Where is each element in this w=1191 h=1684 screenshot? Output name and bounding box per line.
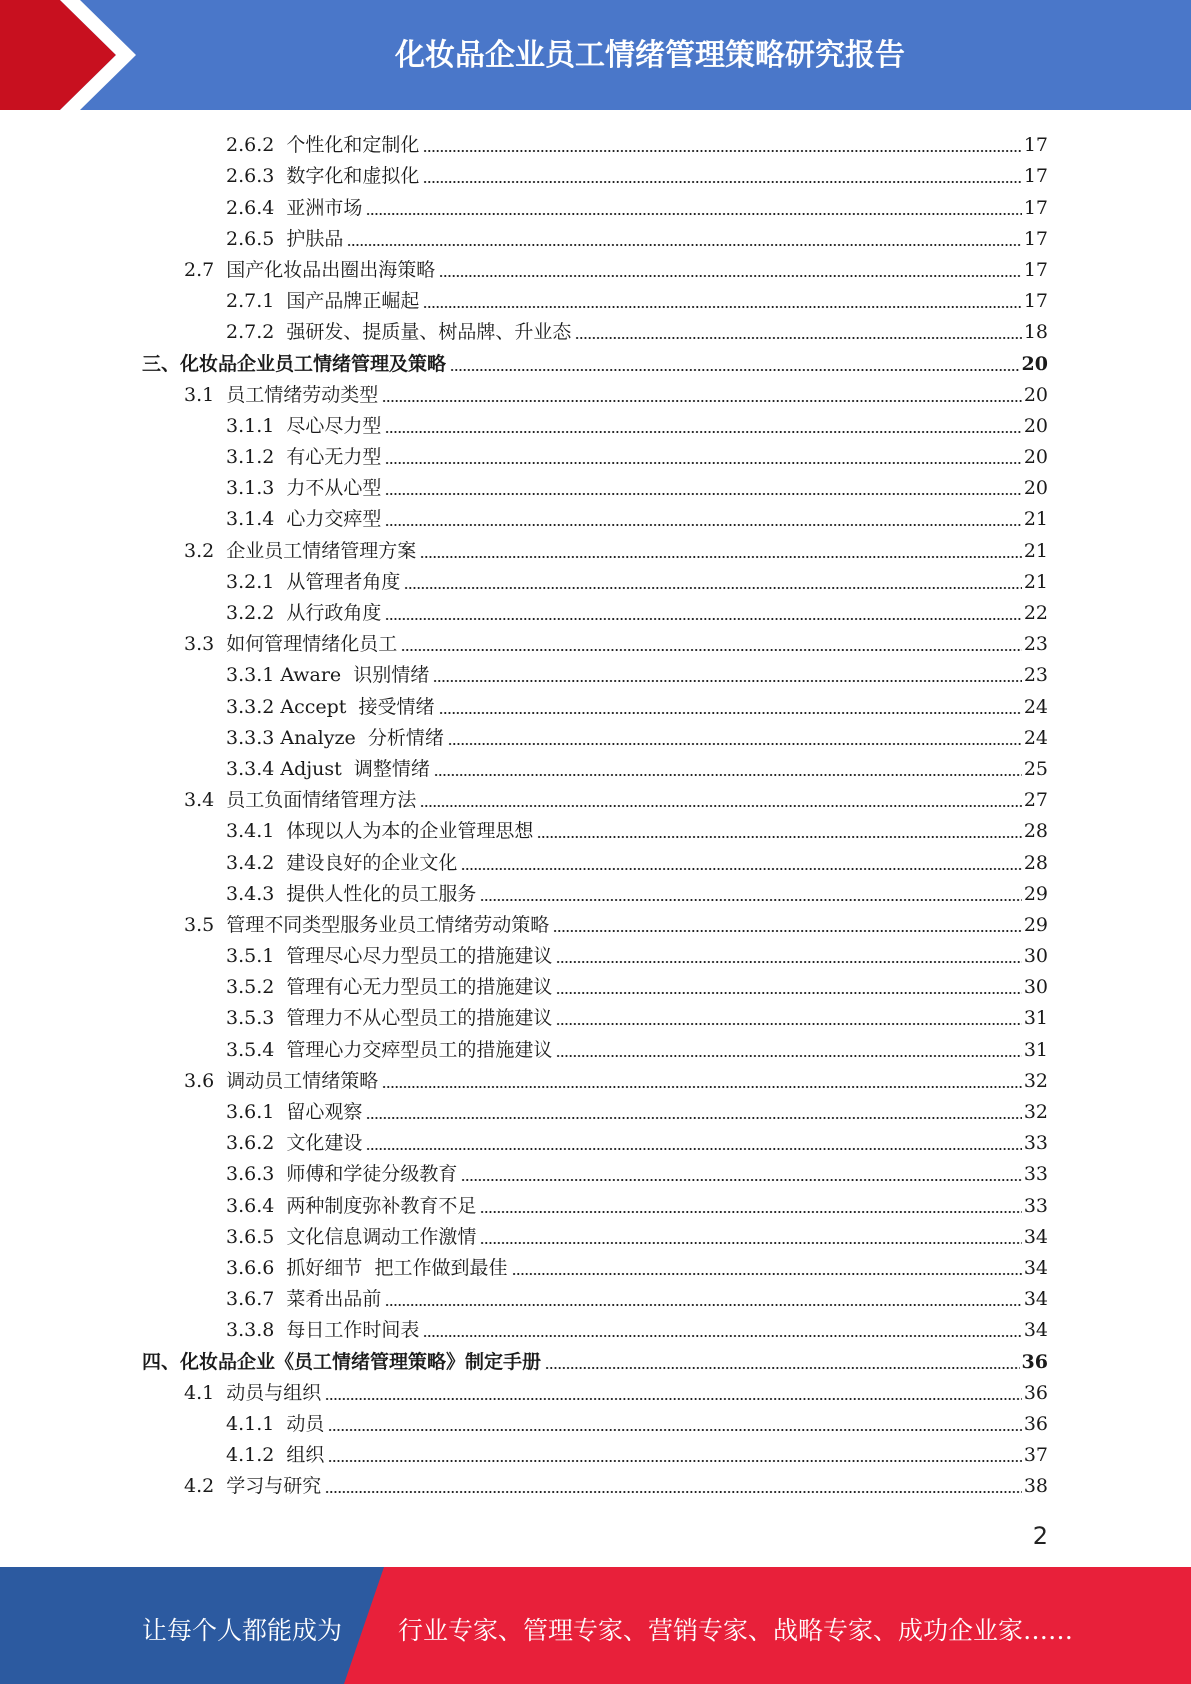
toc-entry[interactable]: [0, 376, 1191, 407]
toc-entry-title: 2.7.1 国产品牌正崛起: [226, 290, 420, 313]
toc-entry-title: 三、化妆品企业员工情绪管理及策略: [142, 352, 447, 375]
dot-leader: [439, 693, 1022, 715]
toc-entry-title: 3.3.4 Adjust 调整情绪: [226, 757, 430, 780]
toc-entry[interactable]: [0, 531, 1191, 562]
toc-entry-page: 32: [1023, 1069, 1048, 1092]
toc-entry[interactable]: [0, 282, 1191, 313]
toc-entry-page: 30: [1023, 945, 1048, 968]
toc-entry[interactable]: [0, 469, 1191, 500]
toc-entry-title: 4.2 学习与研究: [184, 1475, 322, 1498]
toc-entry[interactable]: [0, 563, 1191, 594]
toc-entry-title: 3.6.4 两种制度弥补教育不足: [226, 1194, 477, 1217]
toc-entry-title: 3.4 员工负面情绪管理方法: [184, 789, 417, 812]
toc-entry-page: 37: [1023, 1444, 1048, 1467]
dot-leader: [545, 1348, 1020, 1370]
dot-leader: [385, 599, 1021, 621]
toc-entry-page: 25: [1023, 757, 1048, 780]
dot-leader: [423, 131, 1021, 153]
dot-leader: [480, 880, 1021, 902]
toc-entry-page: 17: [1023, 196, 1048, 219]
toc-entry-title: 2.6.3 数字化和虚拟化: [226, 165, 420, 188]
dot-leader: [401, 630, 1022, 652]
toc-entry-title: 3.3.2 Accept 接受情绪: [226, 695, 435, 718]
toc-entry-page: 20: [1023, 383, 1048, 406]
toc-entry-page: 29: [1023, 882, 1048, 905]
dot-leader: [420, 537, 1022, 559]
dot-leader: [385, 474, 1021, 496]
toc-entry-title: 3.4.2 建设良好的企业文化: [226, 851, 458, 874]
dot-leader: [480, 1223, 1021, 1245]
toc-entry-title: 4.1.2 组织: [226, 1444, 325, 1467]
page-header: [0, 0, 1191, 110]
toc-entry-page: 21: [1023, 570, 1048, 593]
toc-entry-title: 4.1 动员与组织: [184, 1381, 322, 1404]
toc-entry-title: 2.6.2 个性化和定制化: [226, 134, 420, 157]
toc-entry[interactable]: [0, 812, 1191, 843]
toc-entry[interactable]: [0, 594, 1191, 625]
dot-leader: [537, 817, 1021, 839]
dot-leader: [423, 162, 1021, 184]
toc-entry[interactable]: [0, 1124, 1191, 1155]
toc-entry[interactable]: [0, 344, 1191, 375]
toc-entry-title: 4.1.1 动员: [226, 1412, 325, 1435]
toc-entry[interactable]: [0, 1405, 1191, 1436]
toc-entry-page: 34: [1023, 1256, 1048, 1279]
toc-entry[interactable]: [0, 1062, 1191, 1093]
toc-entry-title: 2.6.4 亚洲市场: [226, 196, 363, 219]
toc-entry-title: 3.5.3 管理力不从心型员工的措施建议: [226, 1007, 553, 1030]
dot-leader: [325, 1379, 1022, 1401]
dot-leader: [450, 350, 1020, 372]
toc-entry-page: 17: [1023, 227, 1048, 250]
toc-entry-page: 38: [1023, 1475, 1048, 1498]
toc-entry-page: 30: [1023, 976, 1048, 999]
toc-entry-title: 3.5.4 管理心力交瘁型员工的措施建议: [226, 1038, 553, 1061]
toc-entry-title: 3.1.2 有心无力型: [226, 446, 382, 469]
toc-entry-page: 27: [1023, 789, 1048, 812]
dot-leader: [382, 381, 1022, 403]
dot-leader: [382, 1067, 1022, 1089]
toc-entry-title: 四、化妆品企业《员工情绪管理策略》制定手册: [142, 1350, 542, 1373]
toc-entry-page: 32: [1023, 1101, 1048, 1123]
header-arrow-decoration: [0, 0, 150, 110]
toc-entry-title: 3.5.1 管理尽心尽力型员工的措施建议: [226, 945, 553, 968]
toc-entry[interactable]: [0, 126, 1191, 157]
toc-entry-page: 34: [1023, 1319, 1048, 1342]
dot-leader: [556, 942, 1021, 964]
toc-entry-title: 3.6 调动员工情绪策略: [184, 1069, 379, 1092]
toc-entry-title: 3.4.1 体现以人为本的企业管理思想: [226, 820, 534, 843]
toc-entry[interactable]: [0, 1374, 1191, 1405]
dot-leader: [385, 443, 1021, 465]
toc-entry[interactable]: [0, 625, 1191, 656]
toc-entry-page: 36: [1023, 1381, 1048, 1404]
toc-entry[interactable]: [0, 157, 1191, 188]
dot-leader: [556, 1004, 1021, 1026]
toc-entry[interactable]: [0, 251, 1191, 282]
toc-entry[interactable]: [0, 999, 1191, 1030]
toc-entry-title: 3.6.3 师傅和学徒分级教育: [226, 1163, 458, 1186]
toc-entry[interactable]: [0, 438, 1191, 469]
toc-entry[interactable]: [0, 407, 1191, 438]
toc-entry[interactable]: [0, 1280, 1191, 1311]
toc-entry-page: 29: [1023, 913, 1048, 936]
toc-entry-title: 3.5.2 管理有心无力型员工的措施建议: [226, 976, 553, 999]
toc-entry-title: 3.2.2 从行政角度: [226, 602, 382, 624]
toc-entry[interactable]: [0, 220, 1191, 251]
dot-leader: [575, 318, 1021, 340]
toc-entry-page: 33: [1023, 1163, 1048, 1186]
dot-leader: [347, 225, 1021, 247]
toc-entry-page: 20: [1023, 446, 1048, 469]
toc-entry[interactable]: [0, 313, 1191, 344]
dot-leader: [328, 1410, 1021, 1432]
toc-entry-page: 34: [1023, 1225, 1048, 1248]
toc-entry-title: 3.6.6 抓好细节 把工作做到最佳: [226, 1256, 508, 1279]
toc-entry-title: 3.6.7 菜肴出品前: [226, 1288, 382, 1311]
dot-leader: [480, 1192, 1021, 1214]
dot-leader: [328, 1441, 1021, 1463]
toc-entry-page: 20: [1021, 352, 1048, 375]
toc-entry-page: 21: [1023, 539, 1048, 562]
toc-entry-page: 17: [1023, 290, 1048, 313]
toc-entry-page: 34: [1023, 1288, 1048, 1311]
toc-entry-title: 2.7 国产化妆品出圈出海策略: [184, 258, 436, 281]
toc-entry-page: 36: [1023, 1412, 1048, 1435]
toc-entry[interactable]: [0, 906, 1191, 937]
toc-entry-page: 24: [1023, 726, 1048, 749]
dot-leader: [366, 194, 1021, 216]
toc-entry[interactable]: [0, 1342, 1191, 1373]
toc-entry[interactable]: [0, 1467, 1191, 1498]
toc-entry[interactable]: [0, 656, 1191, 687]
toc-entry[interactable]: [0, 188, 1191, 219]
dot-leader: [556, 1036, 1021, 1058]
toc-entry[interactable]: [0, 781, 1191, 812]
toc-entry[interactable]: [0, 937, 1191, 968]
toc-entry-page: 23: [1023, 633, 1048, 656]
dot-leader: [385, 1285, 1021, 1307]
dot-leader: [423, 287, 1021, 309]
toc-entry-page: 33: [1023, 1194, 1048, 1217]
dot-leader: [448, 724, 1022, 746]
toc-entry-page: 33: [1023, 1132, 1048, 1155]
toc-entry-title: 3.3.8 每日工作时间表: [226, 1319, 420, 1342]
toc-entry[interactable]: [0, 1093, 1191, 1124]
toc-entry-page: 17: [1023, 134, 1048, 157]
toc-entry[interactable]: [0, 843, 1191, 874]
dot-leader: [423, 1316, 1021, 1338]
toc-entry[interactable]: [0, 500, 1191, 531]
toc-entry[interactable]: [0, 687, 1191, 718]
toc-entry[interactable]: [0, 1218, 1191, 1249]
toc-entry[interactable]: [0, 1155, 1191, 1186]
toc-entry-page: 22: [1023, 602, 1048, 624]
toc-entry[interactable]: [0, 875, 1191, 906]
toc-entry-title: 3.3 如何管理情绪化员工: [184, 633, 398, 656]
page-footer: [0, 1567, 1191, 1684]
toc-entry-title: 3.2.1 从管理者角度: [226, 570, 401, 593]
toc-entry[interactable]: [0, 719, 1191, 750]
table-of-contents: [0, 126, 1191, 1498]
toc-entry-page: 36: [1021, 1350, 1048, 1373]
toc-entry-page: 17: [1023, 258, 1048, 281]
toc-entry-title: 3.3.1 Aware 识别情绪: [226, 664, 430, 687]
toc-entry-title: 3.6.1 留心观察: [226, 1101, 363, 1123]
toc-entry[interactable]: [0, 1436, 1191, 1467]
footer-slogan-left: 让每个人都能成为: [142, 1616, 343, 1645]
toc-entry-page: 20: [1023, 414, 1048, 437]
toc-entry[interactable]: [0, 750, 1191, 781]
dot-leader: [366, 1098, 1021, 1120]
document-title: 化妆品企业员工情绪管理策略研究报告: [395, 38, 905, 73]
toc-entry[interactable]: [0, 1249, 1191, 1280]
toc-entry-page: 23: [1023, 664, 1048, 687]
toc-entry-page: 31: [1023, 1007, 1048, 1030]
dot-leader: [404, 568, 1021, 590]
toc-entry-title: 2.6.5 护肤品: [226, 227, 344, 250]
toc-entry-page: 20: [1023, 477, 1048, 500]
dot-leader: [385, 505, 1021, 527]
dot-leader: [385, 412, 1021, 434]
toc-entry[interactable]: [0, 1030, 1191, 1061]
toc-entry-page: 24: [1023, 695, 1048, 718]
toc-entry-title: 3.1 员工情绪劳动类型: [184, 383, 379, 406]
toc-entry-page: 28: [1023, 851, 1048, 874]
footer-slogan-right: 行业专家、管理专家、营销专家、战略专家、成功企业家……: [398, 1616, 1074, 1645]
toc-entry-page: 31: [1023, 1038, 1048, 1061]
page-number: 2: [1032, 1522, 1048, 1550]
toc-entry-page: 21: [1023, 508, 1048, 531]
toc-entry-title: 3.4.3 提供人性化的员工服务: [226, 882, 477, 905]
dot-leader: [512, 1254, 1022, 1276]
toc-entry[interactable]: [0, 968, 1191, 999]
toc-entry-title: 3.3.3 Analyze 分析情绪: [226, 726, 444, 749]
dot-leader: [366, 1129, 1021, 1151]
toc-entry-title: 3.6.2 文化建设: [226, 1132, 363, 1155]
toc-entry-page: 28: [1023, 820, 1048, 843]
toc-entry-title: 3.6.5 文化信息调动工作激情: [226, 1225, 477, 1248]
dot-leader: [461, 1160, 1021, 1182]
dot-leader: [461, 849, 1021, 871]
dot-leader: [553, 911, 1022, 933]
toc-entry[interactable]: [0, 1311, 1191, 1342]
dot-leader: [556, 973, 1021, 995]
toc-entry-title: 2.7.2 强研发、提质量、树品牌、升业态: [226, 321, 572, 344]
dot-leader: [325, 1472, 1022, 1494]
toc-entry-title: 3.5 管理不同类型服务业员工情绪劳动策略: [184, 913, 550, 936]
toc-entry-title: 3.1.4 心力交瘁型: [226, 508, 382, 531]
toc-entry-page: 18: [1023, 321, 1048, 344]
toc-entry-title: 3.2 企业员工情绪管理方案: [184, 539, 417, 562]
toc-entry-page: 17: [1023, 165, 1048, 188]
toc-entry[interactable]: [0, 1186, 1191, 1217]
toc-entry-title: 3.1.1 尽心尽力型: [226, 414, 382, 437]
dot-leader: [433, 661, 1022, 683]
dot-leader: [434, 755, 1022, 777]
dot-leader: [439, 256, 1022, 278]
toc-entry-title: 3.1.3 力不从心型: [226, 477, 382, 500]
dot-leader: [420, 786, 1022, 808]
